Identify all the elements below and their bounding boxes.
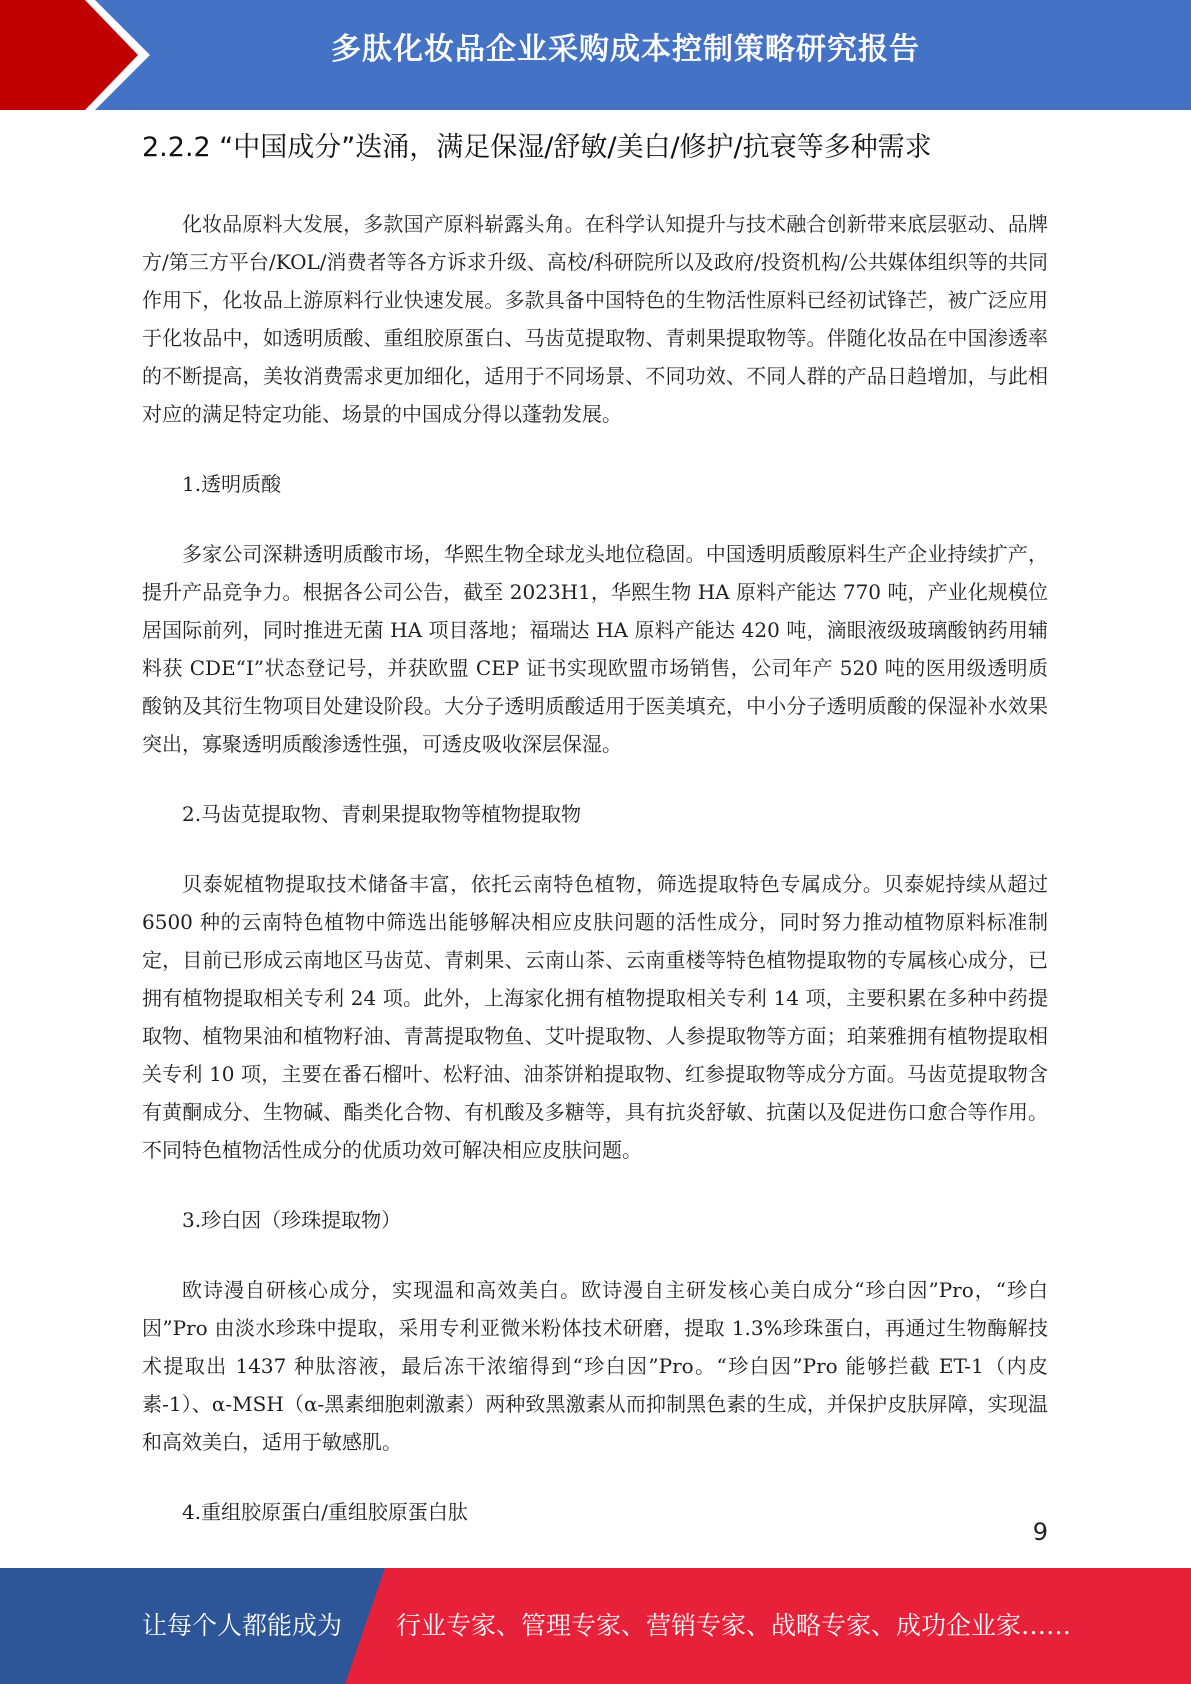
item-4-title: 4.重组胶原蛋白/重组胶原蛋白肽 bbox=[182, 1500, 468, 1524]
item-2-paragraph: 贝泰妮植物提取技术储备丰富，依托云南特色植物，筛选提取特色专属成分。贝泰妮持续从超过 6500 种的云南特色植物中筛选出能够解决相应皮肤问题的活性成分，同时努力推动植物原料标准制定，目前已形成云南地区马齿苋、青刺果、云南山茶、云南重楼等特色植物提取物的专属核心成分，已拥有植物提取相关专利 24 项。此外，上海家化拥有植物提取相关专利 14 项，主要积累在多种中药提取物、植物果油和植物籽油、青蒿提取物鱼、艾叶提取物、人参提取物等方面；珀莱雅拥有植物提取相关专利 10 项，主要在番石榴叶、松籽油、油茶饼粕提取物、红参提取物等成分方面。马齿苋提取物含有黄酮成分、生物碱、酯类化合物、有机酸及多糖等，具有抗炎舒敏、抗菌以及促进伤口愈合等作用。不同特色植物活性成分的优质功效可解决相应皮肤问题。 bbox=[142, 872, 1048, 1162]
document-body bbox=[142, 205, 1048, 1531]
item-1-paragraph: 多家公司深耕透明质酸市场，华熙生物全球龙头地位稳固。中国透明质酸原料生产企业持续扩产，提升产品竞争力。根据各公司公告，截至 2023H1，华熙生物 HA 原料产能达 770 吨，产业化规模位居国际前列，同时推进无菌 HA 项目落地；福瑞达 HA 原料产能达 420 吨，滴眼液级玻璃酸钠药用辅料获 CDE“I”状态登记号，并获欧盟 CEP 证书实现欧盟市场销售，公司年产 520 吨的医用级透明质酸钠及其衍生物项目处建设阶段。大分子透明质酸适用于医美填充，中小分子透明质酸的保湿补水效果突出，寡聚透明质酸渗透性强，可透皮吸收深层保湿。 bbox=[142, 542, 1048, 756]
item-3-title: 3.珍白因（珍珠提取物） bbox=[182, 1208, 402, 1232]
item-1-title: 1.透明质酸 bbox=[182, 472, 282, 496]
item-3-paragraph: 欧诗漫自研核心成分，实现温和高效美白。欧诗漫自主研发核心美白成分“珍白因”Pro，“珍白因”Pro 由淡水珍珠中提取，采用专利亚微米粉体技术研磨，提取 1.3%珍珠蛋白，再通过生物酶解技术提取出 1437 种肽溶液，最后冻干浓缩得到“珍白因”Pro。“珍白因”Pro 能够拦截 ET-1（内皮素-1）、α-MSH（α-黑素细胞刺激素）两种致黑激素从而抑制黑色素的生成，并保护皮肤屏障，实现温和高效美白，适用于敏感肌。 bbox=[142, 1278, 1048, 1454]
item-2-title: 2.马齿苋提取物、青刺果提取物等植物提取物 bbox=[182, 802, 582, 826]
section-heading: 2.2.2 “中国成分”迭涌，满足保湿/舒敏/美白/修护/抗衰等多种需求 bbox=[142, 132, 932, 163]
footer-slogan-left: 让每个人都能成为 bbox=[142, 1611, 343, 1640]
page-number: 9 bbox=[1032, 1518, 1048, 1546]
footer-slogan-right: 行业专家、管理专家、营销专家、战略专家、成功企业家…… bbox=[396, 1611, 1072, 1640]
report-header bbox=[0, 0, 1191, 110]
report-footer bbox=[0, 1568, 1191, 1684]
intro-paragraph: 化妆品原料大发展，多款国产原料崭露头角。在科学认知提升与技术融合创新带来底层驱动、品牌方/第三方平台/KOL/消费者等各方诉求升级、高校/科研院所以及政府/投资机构/公共媒体组织等的共同作用下，化妆品上游原料行业快速发展。多款具备中国特色的生物活性原料已经初试锋芒，被广泛应用于化妆品中，如透明质酸、重组胶原蛋白、马齿苋提取物、青刺果提取物等。伴随化妆品在中国渗透率的不断提高，美妆消费需求更加细化，适用于不同场景、不同功效、不同人群的产品日趋增加，与此相对应的满足特定功能、场景的中国成分得以蓬勃发展。 bbox=[142, 212, 1048, 426]
report-title: 多肽化妆品企业采购成本控制策略研究报告 bbox=[331, 32, 920, 67]
